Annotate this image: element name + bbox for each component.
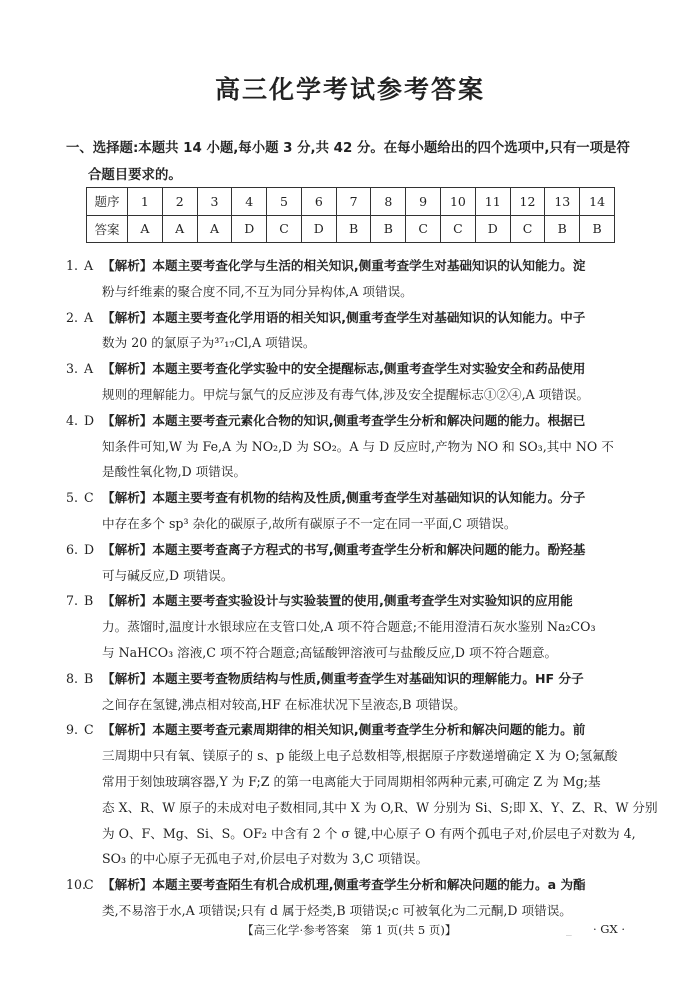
item-text-line: 类,不易溶于水,A 项错误;只有 d 属于烃类,B 项错误;c 可被氧化为二元酮,D 项错误。 xyxy=(102,902,572,918)
item-text-line: 是酸性氧化物,D 项错误。 xyxy=(102,464,247,480)
answer-cell: D xyxy=(301,215,336,243)
item-answer: C xyxy=(84,490,94,506)
item-number: 7. xyxy=(66,593,79,609)
item-text-line: 本题主要考查离子方程式的书写,侧重考查学生分析和解决问题的能力。酚羟基 xyxy=(152,541,586,557)
item-text-line: 本题主要考查化学与生活的相关知识,侧重考查学生对基础知识的认知能力。淀 xyxy=(152,258,586,273)
explanation-item xyxy=(66,356,646,408)
answer-cell: B xyxy=(545,215,580,243)
item-number: 9. xyxy=(66,722,79,738)
table-header-answer: 答案 xyxy=(87,215,128,243)
page-title: 高三化学考试参考答案 xyxy=(214,75,485,104)
item-text-line: 态 X、R、W 原子的未成对电子数相同,其中 X 为 O,R、W 分别为 Si、S;即 X、Y、Z、R、W 分别 xyxy=(102,799,658,815)
explanation-item xyxy=(66,588,646,665)
question-number-cell: 7 xyxy=(336,188,371,216)
item-answer: A xyxy=(84,258,94,273)
question-number-cell: 2 xyxy=(162,188,197,216)
item-answer: C xyxy=(84,722,94,738)
item-text-line: 本题主要考查元素周期律的相关知识,侧重考查学生分析和解决问题的能力。前 xyxy=(152,722,586,738)
question-number-cell: 8 xyxy=(371,188,406,216)
item-answer: A xyxy=(84,309,94,325)
analysis-tag: 【解析】 xyxy=(102,258,153,273)
section-heading-line1: 一、选择题:本题共 14 小题,每小题 3 分,共 42 分。在每小题给出的四个选项中,只有一项是符 xyxy=(66,141,630,156)
item-text-line: 本题主要考查化学用语的相关知识,侧重考查学生对基础知识的认知能力。中子 xyxy=(152,309,586,325)
item-text-line: 可与碱反应,D 项错误。 xyxy=(102,567,234,583)
question-number-cell: 3 xyxy=(197,188,232,216)
item-text-line: 与 NaHCO₃ 溶液,C 项不符合题意;高锰酸钾溶液可与盐酸反应,D 项不符合题意。 xyxy=(102,644,558,660)
item-text-line: 本题主要考查元素化合物的知识,侧重考查学生分析和解决问题的能力。根据已 xyxy=(152,412,586,428)
item-text-line: 本题主要考查化学实验中的安全提醒标志,侧重考查学生对实验安全和药品使用 xyxy=(152,361,586,377)
explanation-item xyxy=(66,408,646,485)
item-text-line: SO₃ 的中心原子无孤电子对,价层电子对数为 3,C 项错误。 xyxy=(102,851,429,867)
answer-table-answer-row xyxy=(87,215,615,243)
item-text-line: 之间存在氢键,沸点相对较高,HF 在标准状况下呈液态,B 项错误。 xyxy=(102,696,466,712)
analysis-tag: 【解析】 xyxy=(102,412,153,428)
item-answer: B xyxy=(84,670,94,686)
question-number-cell: 4 xyxy=(232,188,267,216)
question-number-cell: 13 xyxy=(545,188,580,216)
explanation-item xyxy=(66,872,646,924)
item-text-line: 本题主要考查物质结构与性质,侧重考查学生对基础知识的理解能力。HF 分子 xyxy=(152,670,584,686)
item-text-line: 本题主要考查实验设计与实验装置的使用,侧重考查学生对实验知识的应用能 xyxy=(152,593,573,609)
item-number: 3. xyxy=(66,361,79,377)
item-text-line: 规则的理解能力。甲烷与氯气的反应涉及有毒气体,涉及安全提醒标志①②④,A 项错误。 xyxy=(102,386,590,402)
item-number: 8. xyxy=(66,670,79,686)
item-text-line: 本题主要考查陌生有机合成机理,侧重考查学生分析和解决问题的能力。a 为酯 xyxy=(152,877,586,893)
item-number: 1. xyxy=(66,258,79,273)
question-number-cell: 1 xyxy=(128,188,163,216)
explanation-item xyxy=(66,253,646,305)
answer-cell: C xyxy=(267,215,302,243)
answer-cell: C xyxy=(510,215,545,243)
analysis-tag: 【解析】 xyxy=(102,309,153,325)
section-heading xyxy=(66,135,646,189)
answer-table-number-row xyxy=(87,188,615,216)
answer-cell: C xyxy=(406,215,441,243)
item-text-line: 数为 20 的氯原子为³⁷₁₇Cl,A 项错误。 xyxy=(102,335,316,351)
item-number: 4. xyxy=(66,412,79,428)
footer-page-info: 【高三化学·参考答案 第 1 页(共 5 页)】 xyxy=(242,923,457,937)
answer-table xyxy=(86,187,615,243)
answer-cell: D xyxy=(475,215,510,243)
section-heading-line2: 合题目要求的。 xyxy=(88,168,182,183)
explanation-item xyxy=(66,537,646,589)
explanation-item xyxy=(66,717,658,872)
answer-cell: D xyxy=(232,215,267,243)
analysis-tag: 【解析】 xyxy=(102,541,153,557)
answer-cell: A xyxy=(197,215,232,243)
item-text-line: 为 O、F、Mg、Si、S。OF₂ 中含有 2 个 σ 键,中心原子 O 有两个孤电子对,价层电子对数为 4, xyxy=(102,825,636,841)
answer-cell: C xyxy=(441,215,476,243)
item-number: 10. xyxy=(66,877,87,893)
item-text-line: 粉与纤维素的聚合度不同,不互为同分异构体,A 项错误。 xyxy=(102,283,413,299)
item-answer: B xyxy=(84,593,94,609)
explanation-item xyxy=(66,305,646,357)
item-answer: D xyxy=(84,412,95,428)
analysis-tag: 【解析】 xyxy=(102,670,153,686)
question-number-cell: 9 xyxy=(406,188,441,216)
answer-cell: B xyxy=(371,215,406,243)
question-number-cell: 14 xyxy=(580,188,615,216)
question-number-cell: 6 xyxy=(301,188,336,216)
analysis-tag: 【解析】 xyxy=(102,490,153,506)
item-number: 6. xyxy=(66,541,79,557)
explanation-list xyxy=(66,253,658,924)
explanation-item xyxy=(66,666,646,718)
question-number-cell: 10 xyxy=(441,188,476,216)
item-text-line: 三周期中只有氧、镁原子的 s、p 能级上电子总数相等,根据原子序数递增确定 X 为 O;氢氟酸 xyxy=(102,748,618,764)
item-answer: D xyxy=(84,541,95,557)
item-answer: C xyxy=(84,877,94,893)
item-number: 5. xyxy=(66,490,79,506)
analysis-tag: 【解析】 xyxy=(102,877,153,893)
answer-cell: B xyxy=(336,215,371,243)
footer-code: · GX · xyxy=(593,922,625,936)
analysis-tag: 【解析】 xyxy=(102,593,153,609)
item-answer: A xyxy=(84,361,94,377)
question-number-cell: 11 xyxy=(475,188,510,216)
answer-cell: A xyxy=(162,215,197,243)
question-number-cell: 12 xyxy=(510,188,545,216)
item-number: 2. xyxy=(66,309,79,325)
question-number-cell: 5 xyxy=(267,188,302,216)
item-text-line: 本题主要考查有机物的结构及性质,侧重考查学生对基础知识的认知能力。分子 xyxy=(152,490,586,506)
answer-cell: B xyxy=(580,215,615,243)
table-header-number: 题序 xyxy=(87,188,128,216)
item-text-line: 常用于刻蚀玻璃容器,Y 为 F;Z 的第一电离能大于同周期相邻两种元素,可确定 Z 为 Mg;基 xyxy=(102,773,601,789)
analysis-tag: 【解析】 xyxy=(102,722,153,738)
item-text-line: 中存在多个 sp³ 杂化的碳原子,故所有碳原子不一定在同一平面,C 项错误。 xyxy=(102,515,517,531)
answer-cell: A xyxy=(128,215,163,243)
item-text-line: 知条件可知,W 为 Fe,A 为 NO₂,D 为 SO₂。A 与 D 反应时,产物为 NO 和 SO₃,其中 NO 不 xyxy=(102,438,614,454)
explanation-item xyxy=(66,485,646,537)
item-text-line: 力。蒸馏时,温度计水银球应在支管口处,A 项不符合题意;不能用澄清石灰水鉴别 Na₂CO₃ xyxy=(102,619,596,635)
footer-mark: _ xyxy=(566,922,572,936)
analysis-tag: 【解析】 xyxy=(102,361,153,377)
